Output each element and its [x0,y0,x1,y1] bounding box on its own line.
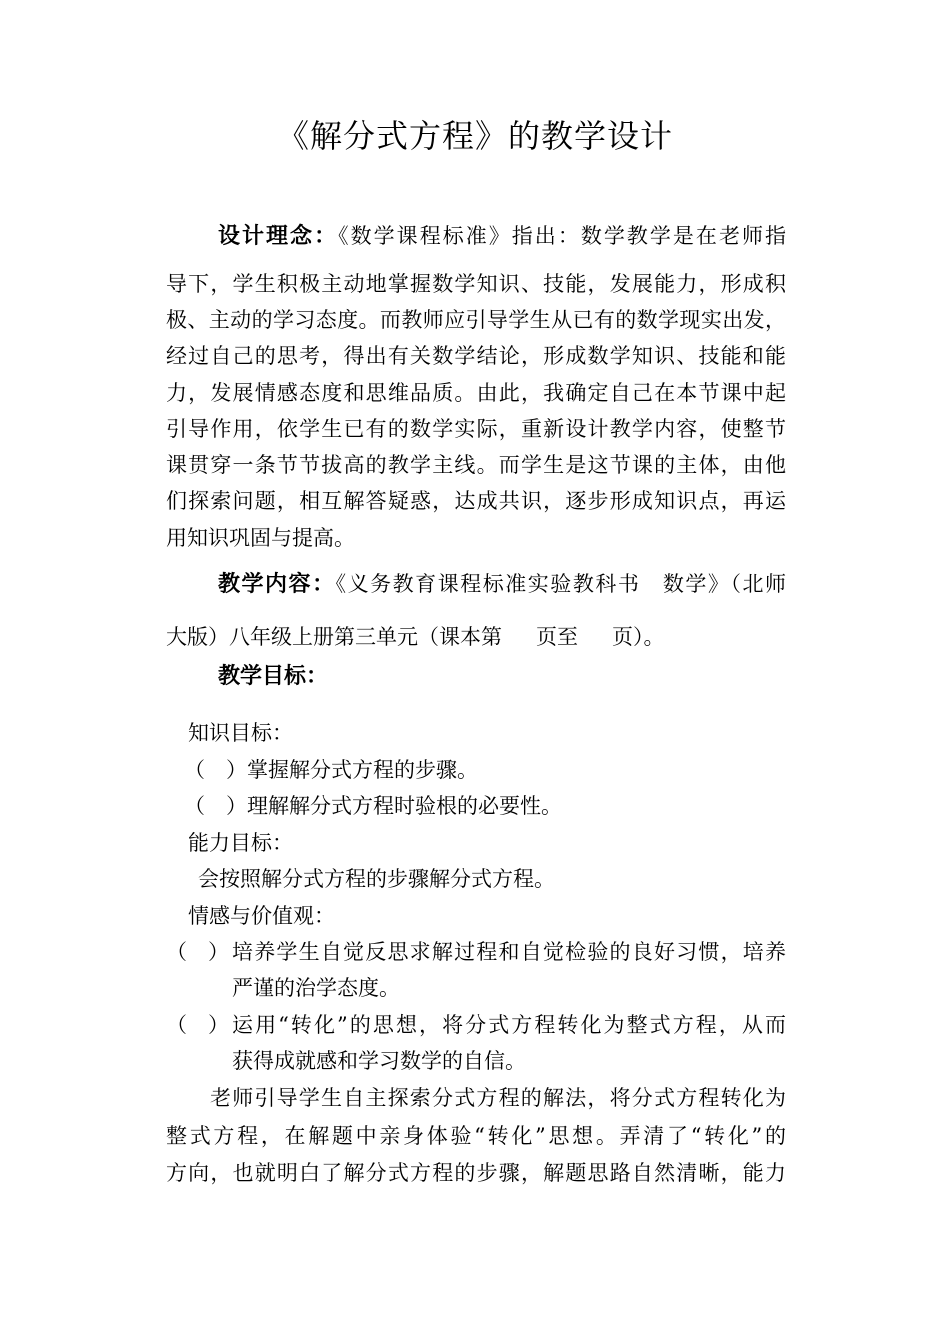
emotion-goals-label: 情感与价值观： [188,904,335,928]
teaching-content-heading: 教学内容 [218,572,313,597]
emotion-goal-2-paren: （ ） [166,1013,229,1037]
teaching-goals-heading-line [218,658,328,695]
closing-line-3: 方向，也就明白了解分式方程的步骤，解题思路自然清晰，能力 [166,1161,786,1185]
design-concept-line-7: 课贯穿一条节节拔高的教学主线。而学生是这节课的主体，由他 [166,453,786,477]
ability-goals-label: 能力目标： [188,831,293,855]
design-concept-line-9: 用知识巩固与提高。 [166,526,355,550]
emotion-goal-1-paren: （ ） [166,940,229,964]
teaching-content-colon: ： [312,572,336,597]
closing-line-1: 老师引导学生自主探索分式方程的解法，将分式方程转化为 [210,1086,786,1110]
knowledge-goal-1-paren: （ ） [184,758,247,782]
design-concept-line-5: 力，发展情感态度和思维品质。由此，我确定自己在本节课中起 [166,381,786,405]
emotion-goal-2-line-1: 运用“转化”的思想，将分式方程转化为整式方程，从而 [232,1013,786,1037]
design-concept-line-4: 经过自己的思考，得出有关数学结论，形成数学知识、技能和能 [166,344,786,368]
knowledge-goal-1-text: 掌握解分式方程的步骤。 [247,758,478,782]
teaching-content-line-2 [166,619,786,655]
emotion-goal-1-line-2: 严谨的治学态度。 [232,976,400,1000]
knowledge-goal-2-text: 理解解分式方程时验根的必要性。 [247,794,562,818]
teaching-goals-heading: 教学目标 [218,664,307,689]
teaching-content-text-2a: 大版）八年级上册第三单元（课本第 [166,625,502,649]
closing-line-2: 整式方程，在解题中亲身体验“转化”思想。弄清了“转化”的 [166,1124,786,1148]
teaching-content-text-1: 《义务教育课程标准实验教科书 数学》（北师 [335,572,786,596]
teaching-content-text-2c: 页）。 [612,625,665,649]
teaching-goals-colon: ： [306,664,329,689]
document-title: 《解分式方程》的教学设计 [276,117,673,155]
emotion-goal-2-line-2: 获得成就感和学习数学的自信。 [232,1049,526,1073]
design-concept-line-2: 导下，学生积极主动地掌握数学知识、技能，发展能力，形成积 [166,272,786,296]
knowledge-goal-1 [184,752,478,788]
design-concept-heading: 设计理念 [218,224,315,249]
knowledge-goal-2-paren: （ ） [184,794,247,818]
design-concept-line-8: 们探索问题，相互解答疑惑，达成共识，逐步形成知识点，再运 [166,489,786,513]
design-concept-line-3: 极、主动的学习态度。而教师应引导学生从已有的数学现实出发， [166,308,786,332]
knowledge-goal-2 [184,788,562,824]
knowledge-goals-label: 知识目标： [188,721,293,745]
teaching-content-line-1 [218,566,786,603]
design-concept-colon: ： [314,224,339,249]
design-concept-line-6: 引导作用，依学生已有的数学实际，重新设计教学内容，使整节 [166,417,786,441]
teaching-content-text-2b: 页至 [536,625,578,649]
design-concept-line-1 [218,218,786,255]
emotion-goal-1-line-1: 培养学生自觉反思求解过程和自觉检验的良好习惯，培养 [232,940,786,964]
ability-goal-text: 会按照解分式方程的步骤解分式方程。 [198,867,555,891]
design-concept-text-1: 《数学课程标准》指出：数学教学是在老师指 [338,224,786,248]
